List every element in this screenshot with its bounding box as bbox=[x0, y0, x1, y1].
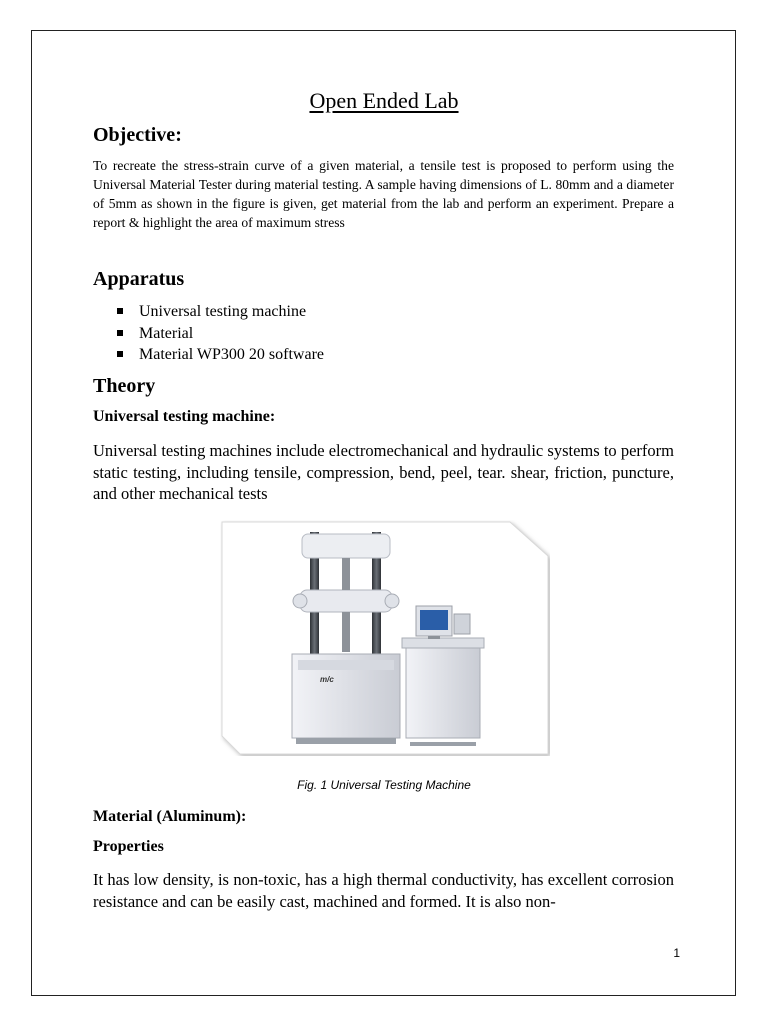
list-item-label: Material WP300 20 software bbox=[139, 346, 324, 363]
list-item bbox=[117, 323, 324, 345]
properties-paragraph: It has low density, is non-toxic, has a high thermal conductivity, has excellent corrosion resistance and can be easily cast, machined and formed. It is also non- bbox=[93, 870, 674, 911]
list-item-label: Universal testing machine bbox=[139, 303, 307, 320]
theory-heading: Theory bbox=[93, 375, 156, 397]
objective-heading: Objective: bbox=[93, 124, 182, 146]
page-title: Open Ended Lab bbox=[309, 88, 459, 113]
bullet-square-icon bbox=[117, 308, 123, 314]
material-heading: Material (Aluminum): bbox=[93, 808, 247, 825]
page-number: 1 bbox=[673, 946, 680, 960]
figure-caption: Fig. 1 Universal Testing Machine bbox=[297, 778, 471, 792]
apparatus-list bbox=[117, 301, 324, 366]
bullet-square-icon bbox=[117, 351, 123, 357]
list-item-label: Material bbox=[139, 324, 194, 342]
universal-testing-machine-figure bbox=[220, 520, 550, 756]
objective-paragraph: To recreate the stress-strain curve of a given material, a tensile test is proposed to perform using the Universal Material Tester during material testing. A sample having dimensions of L. 80mm and a diameter of 5mm as shown in the figure is given, get material from the lab and perform an experiment. Prepare a report & highlight the area of maximum stress bbox=[93, 158, 674, 230]
list-item bbox=[117, 301, 324, 323]
utm-heading: Universal testing machine: bbox=[93, 408, 276, 425]
utm-paragraph: Universal testing machines include electromechanical and hydraulic systems to perform static testing, including tensile, compression, bend, peel, tear. shear, friction, puncture, and other mechanical tests bbox=[93, 441, 674, 503]
list-item bbox=[117, 344, 324, 366]
bullet-square-icon bbox=[117, 330, 123, 336]
properties-heading: Properties bbox=[93, 838, 164, 855]
apparatus-heading: Apparatus bbox=[93, 268, 185, 290]
machine-logo: m/c bbox=[320, 675, 334, 684]
